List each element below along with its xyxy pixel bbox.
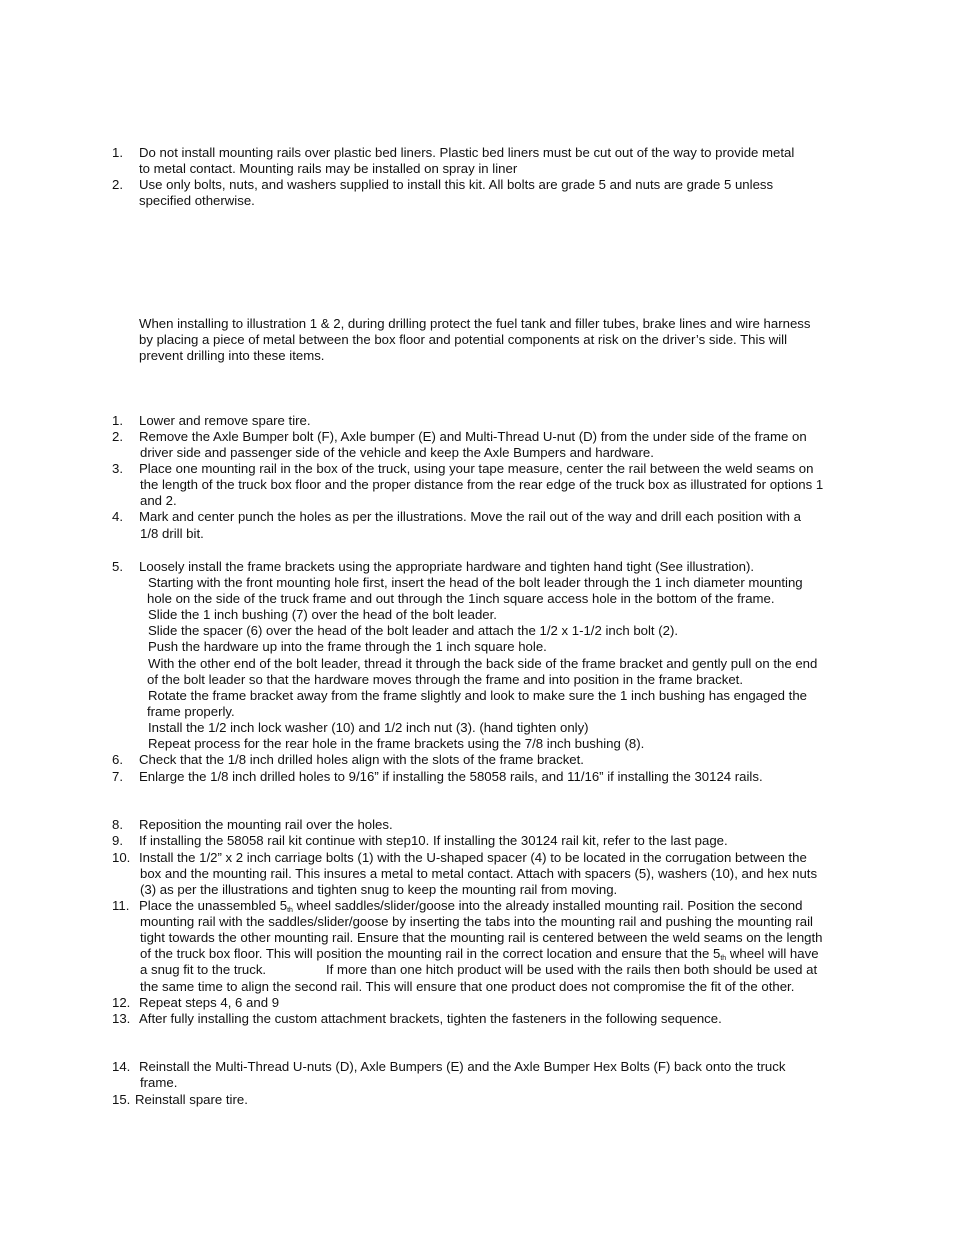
step-10-line-2: box and the mounting rail. This insures a metal to metal contact. Attach with spacers (5), washers (10), and hex nuts <box>140 866 818 881</box>
list-number: 13. <box>112 1011 131 1026</box>
step-11-line-6: the same time to align the second rail. This will ensure that one product does not compromise the fit of the other. <box>140 979 795 994</box>
step-8-line-1: Reposition the mounting rail over the holes. <box>139 817 393 832</box>
warning-line-3: prevent drilling into these items. <box>139 348 325 363</box>
substep-line: Slide the spacer (6) over the head of the bolt leader and attach the 1/2 x 1-1/2 inch bolt (2). <box>148 623 679 638</box>
substep-line: Install the 1/2 inch lock washer (10) and 1/2 inch nut (3). (hand tighten only) <box>148 720 589 735</box>
step-4-line-1: Mark and center punch the holes as per the illustrations. Move the rail out of the way and drill each position with a <box>139 509 801 524</box>
step-12-line-1: Repeat steps 4, 6 and 9 <box>139 995 280 1010</box>
substep-line: hole on the side of the truck frame and out through the 1inch square access hole in the bottom of the frame. <box>147 591 775 606</box>
list-number: 8. <box>112 817 123 832</box>
text-fragment: Place the unassembled 5 <box>139 898 288 913</box>
warning-line-2: by placing a piece of metal between the box floor and potential components at risk on the driver’s side. This will <box>139 332 788 347</box>
text-fragment: wheel saddles/slider/goose into the already installed mounting rail. Position the second <box>292 898 803 913</box>
substep-line: Starting with the front mounting hole first, insert the head of the bolt leader through the 1 inch diameter mounting <box>148 575 803 590</box>
note-2-line-2: specified otherwise. <box>139 193 255 208</box>
substep-line: With the other end of the bolt leader, thread it through the back side of the frame bracket and gently pull on the end <box>148 656 818 671</box>
list-number: 2. <box>112 177 123 192</box>
list-number: 11. <box>112 898 130 913</box>
list-number: 3. <box>112 461 123 476</box>
step-11-line-5b: If more than one hitch product will be used with the rails then both should be used at <box>326 962 818 977</box>
list-number: 5. <box>112 559 123 574</box>
step-9-line-1: If installing the 58058 rail kit continue with step10. If installing the 30124 rail kit, refer to the last page. <box>139 833 728 848</box>
step-6-line-1: Check that the 1/8 inch drilled holes align with the slots of the frame bracket. <box>139 752 584 767</box>
step-14-line-1: Reinstall the Multi-Thread U-nuts (D), Axle Bumpers (E) and the Axle Bumper Hex Bolts (F) back onto the truck <box>139 1059 786 1074</box>
list-number: 4. <box>112 509 123 524</box>
list-number: 9. <box>112 833 123 848</box>
step-11-line-5a: a snug fit to the truck. <box>140 962 267 977</box>
ordinal-suffix: th <box>720 955 727 962</box>
step-10-line-1: Install the 1/2” x 2 inch carriage bolts (1) with the U-shaped spacer (4) to be located in the corrugation between the <box>139 850 807 865</box>
ordinal-suffix: th <box>287 907 293 914</box>
step-3-line-2: the length of the truck box floor and the proper distance from the rear edge of the truck box as illustrated for options 1 <box>140 477 824 492</box>
step-11-line-3: tight towards the other mounting rail. Ensure that the mounting rail is centered between the weld seams on the length <box>140 930 823 945</box>
step-14-line-2: frame. <box>140 1075 178 1090</box>
text-fragment: of the truck box floor. This will position the mounting rail in the correct location and ensure that the 5 <box>140 946 721 961</box>
step-3-line-3: and 2. <box>140 493 177 508</box>
substep-line: of the bolt leader so that the hardware moves through the frame and into position in the frame bracket. <box>147 672 743 687</box>
substep-line: Push the hardware up into the frame through the 1 inch square hole. <box>148 639 547 654</box>
list-number: 7. <box>112 769 123 784</box>
list-number: 2. <box>112 429 123 444</box>
substep-line: frame properly. <box>147 704 235 719</box>
step-2-line-1: Remove the Axle Bumper bolt (F), Axle bumper (E) and Multi-Thread U-nut (D) from the under side of the frame on <box>139 429 807 444</box>
step-11-line-2: mounting rail with the saddles/slider/goose by inserting the tabs into the mounting rail and pushing the mounting rail <box>140 914 813 929</box>
list-number: 12. <box>112 995 131 1010</box>
step-3-line-1: Place one mounting rail in the box of the truck, using your tape measure, center the rail between the weld seams on <box>139 461 814 476</box>
list-number: 1. <box>112 413 123 428</box>
step-4-line-2: 1/8 drill bit. <box>140 526 204 541</box>
list-number: 14. <box>112 1059 131 1074</box>
list-number: 6. <box>112 752 123 767</box>
step-2-line-2: driver side and passenger side of the vehicle and keep the Axle Bumpers and hardware. <box>140 445 654 460</box>
text-fragment: wheel will have <box>726 946 819 961</box>
step-5-line: Loosely install the frame brackets using the appropriate hardware and tighten hand tight (See illustration). <box>139 559 755 574</box>
step-10-line-3: (3) as per the illustrations and tighten snug to keep the mounting rail from moving. <box>140 882 618 897</box>
substep-line: Rotate the frame bracket away from the frame slightly and look to make sure the 1 inch bushing has engaged the <box>148 688 808 703</box>
step-15-line-1: Reinstall spare tire. <box>135 1092 248 1107</box>
list-number: 1. <box>112 145 123 160</box>
warning-line-1: When installing to illustration 1 & 2, during drilling protect the fuel tank and filler tubes, brake lines and wire harness <box>139 316 811 331</box>
substep-line: Repeat process for the rear hole in the frame brackets using the 7/8 inch bushing (8). <box>148 736 645 751</box>
note-1-line-1: Do not install mounting rails over plastic bed liners. Plastic bed liners must be cut out of the way to provide metal <box>139 145 795 160</box>
step-1-line-1: Lower and remove spare tire. <box>139 413 311 428</box>
list-number: 15. <box>112 1092 131 1107</box>
step-11-line-1 <box>139 898 802 914</box>
step-7-line-1: Enlarge the 1/8 inch drilled holes to 9/16” if installing the 58058 rails, and 11/16” if installing the 30124 rails. <box>139 769 763 784</box>
note-2-line-1: Use only bolts, nuts, and washers supplied to install this kit. All bolts are grade 5 and nuts are grade 5 unless <box>139 177 774 192</box>
substep-line: Slide the 1 inch bushing (7) over the head of the bolt leader. <box>148 607 497 622</box>
note-1-line-2: to metal contact. Mounting rails may be installed on spray in liner <box>139 161 518 176</box>
step-13-line-1: After fully installing the custom attachment brackets, tighten the fasteners in the following sequence. <box>139 1011 722 1026</box>
step-11-line-4 <box>140 946 819 962</box>
list-number: 10. <box>112 850 131 865</box>
